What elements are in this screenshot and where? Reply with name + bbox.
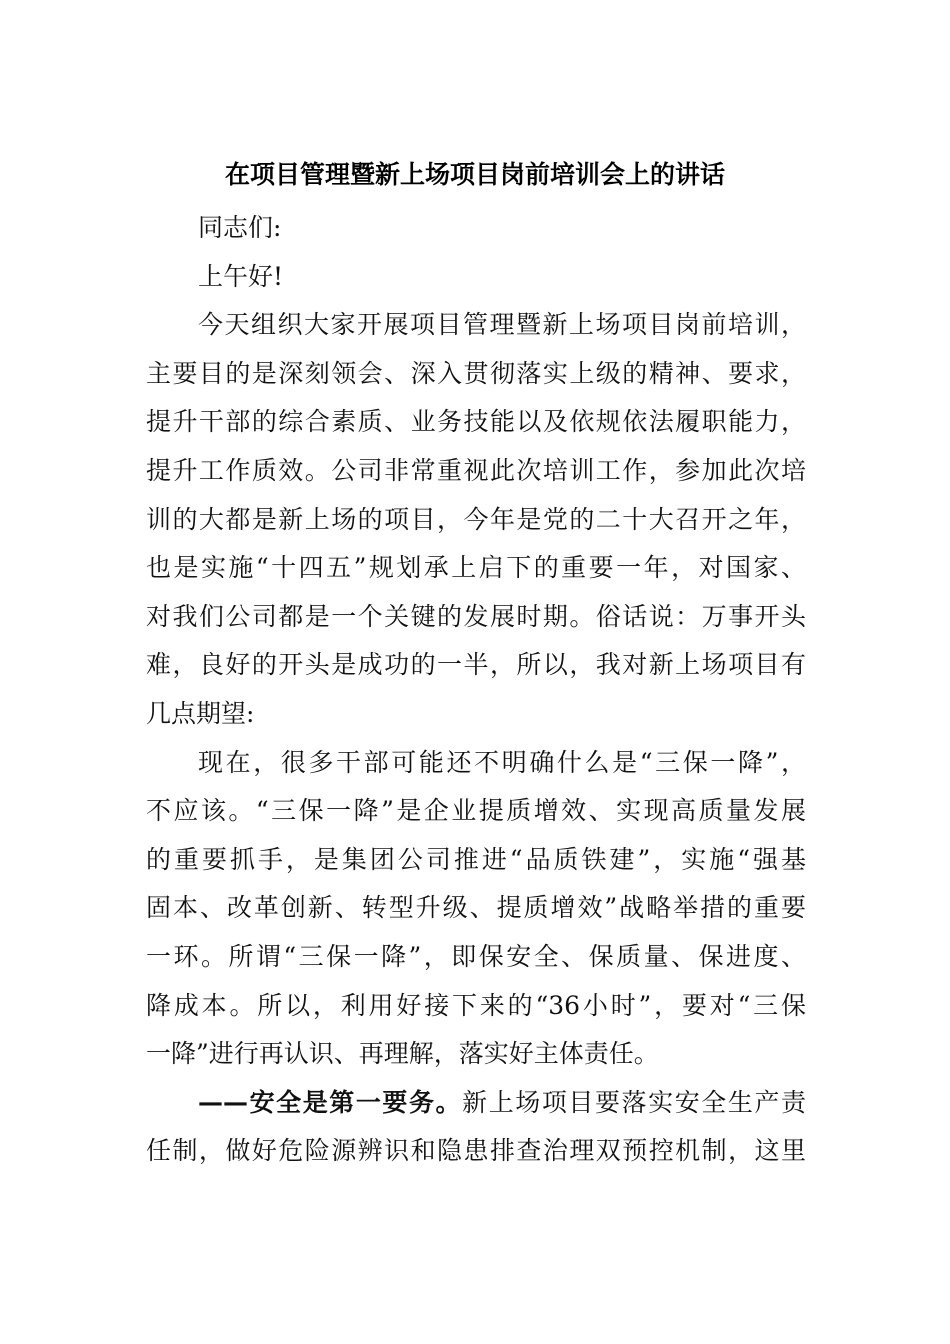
paragraph-line: 提升工作质效。公司非常重视此次培训工作，参加此次培 xyxy=(146,455,806,485)
paragraph-line: 一环。所谓“三保一降”，即保安全、保质量、保进度、 xyxy=(146,941,806,971)
paragraph-line: 一降”进行再认识、再理解，落实好主体责任。 xyxy=(146,1039,659,1069)
paragraph-line: 难，良好的开头是成功的一半，所以，我对新上场项目有 xyxy=(146,650,806,680)
paragraph-line: 任制，做好危险源辨识和隐患排查治理双预控机制，这里 xyxy=(146,1136,806,1166)
paragraph-line: 几点期望: xyxy=(146,698,255,728)
greeting: 上午好! xyxy=(198,261,284,291)
salutation: 同志们: xyxy=(198,213,282,242)
paragraph-3 xyxy=(146,1079,806,1176)
paragraph-line: 现在，很多干部可能还不明确什么是“三保一降”， xyxy=(198,747,806,777)
document-title: 在项目管理暨新上场项目岗前培训会上的讲话 xyxy=(224,160,725,189)
paragraph-line: 提升干部的综合素质、业务技能以及依规依法履职能力， xyxy=(146,407,806,437)
paragraph-2 xyxy=(146,739,806,1079)
paragraph-text: 新上场项目要落实安全生产责 xyxy=(462,1087,806,1117)
document-body xyxy=(146,204,806,1176)
paragraph-line: 降成本。所以，利用好接下来的“36小时”，要对“三保 xyxy=(146,990,806,1020)
paragraph-line: 的重要抓手，是集团公司推进“品质铁建”，实施“强基 xyxy=(146,844,806,874)
paragraph-line: 主要目的是深刻领会、深入贯彻落实上级的精神、要求， xyxy=(146,358,806,388)
paragraph-line: 也是实施“十四五”规划承上启下的重要一年，对国家、 xyxy=(146,553,806,583)
paragraph-line: 训的大都是新上场的项目，今年是党的二十大召开之年， xyxy=(146,504,806,534)
paragraph-1 xyxy=(146,301,806,738)
paragraph-line xyxy=(146,1079,806,1128)
paragraph-line: 今天组织大家开展项目管理暨新上场项目岗前培训， xyxy=(198,310,806,340)
section-heading: ——安全是第一要务。 xyxy=(198,1087,463,1117)
paragraph-line: 固本、改革创新、转型升级、提质增效”战略举措的重要 xyxy=(146,893,806,923)
paragraph-line: 不应该。“三保一降”是企业提质增效、实现高质量发展 xyxy=(146,796,806,826)
paragraph-line: 对我们公司都是一个关键的发展时期。俗话说：万事开头 xyxy=(146,601,806,631)
